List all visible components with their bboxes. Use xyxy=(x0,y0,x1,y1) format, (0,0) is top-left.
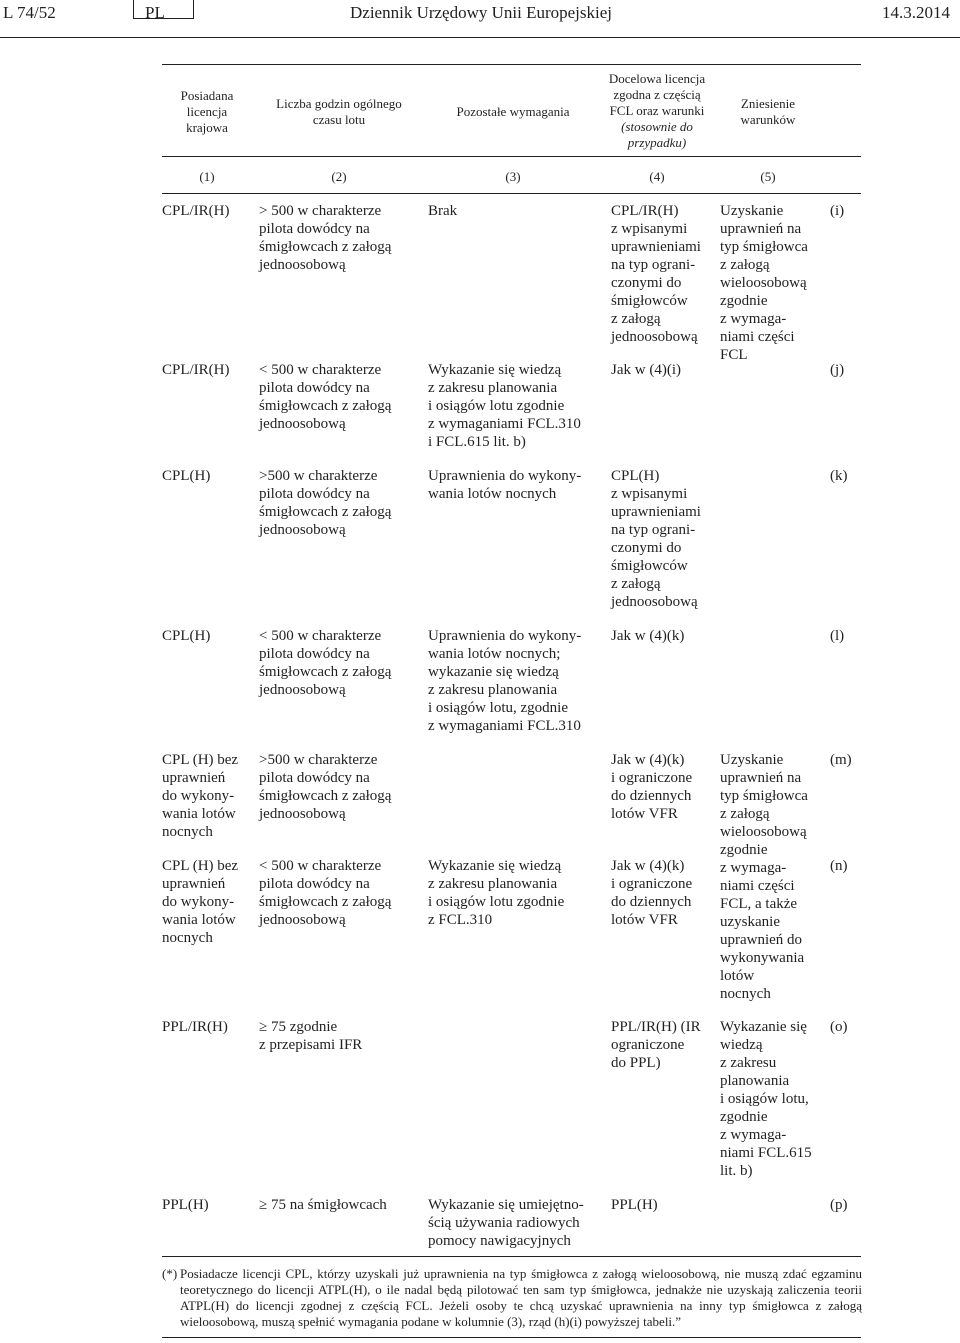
column-number-3: (3) xyxy=(505,169,521,184)
row-n-ref: (n) xyxy=(830,858,848,874)
column-header-4: Docelowa licencja zgodna z częścią FCL oraz warunki xyxy=(608,71,706,118)
row-o-ref: (o) xyxy=(830,1019,848,1035)
row-j-hours: < 500 w charakterze pilota dowódcy na śmigłowcach z załogą jednoosobową xyxy=(259,362,392,432)
column-number-1: (1) xyxy=(199,169,215,184)
language-code: PL xyxy=(145,3,165,22)
row-l-target-licence: Jak w (4)(k) xyxy=(611,628,685,644)
row-l-licence: CPL(H) xyxy=(162,628,211,644)
row-i-removal: Uzyskanie uprawnień na typ śmigłowca z załogą wieloosobową zgodnie z wymaga- niami części FCL xyxy=(720,203,808,363)
row-o-hours: ≥ 75 zgodnie z przepisami IFR xyxy=(259,1019,363,1053)
row-m-ref: (m) xyxy=(830,752,852,768)
row-m-removal: Uzyskanie uprawnień na typ śmigłowca z załogą wieloosobową zgodnie z wymaga- niami części FCL, a także uzyskanie uprawnień do wykonywania lotów nocnych xyxy=(720,752,808,1002)
column-header-3: Pozostałe wymagania xyxy=(456,104,570,119)
column-header-2: Liczba godzin ogólnego czasu lotu xyxy=(276,96,402,127)
row-i-target-licence: CPL/IR(H) z wpisanymi uprawnieniami na typ ograni- czonymi do śmigłowców z załogą jednoosobową xyxy=(611,203,701,345)
header-rule xyxy=(0,37,960,38)
row-j-licence: CPL/IR(H) xyxy=(162,362,230,378)
row-l-ref: (l) xyxy=(830,628,845,644)
row-k-hours: >500 w charakterze pilota dowódcy na śmigłowcach z załogą jednoosobową xyxy=(259,468,392,538)
table-top-rule xyxy=(162,64,861,65)
row-j-target-licence: Jak w (4)(i) xyxy=(611,362,681,378)
column-number-5: (5) xyxy=(760,169,776,184)
row-o-removal: Wykazanie się wiedzą z zakresu planowania i osiągów lotu, zgodnie z wymaga- niami FCL.615 lit. b) xyxy=(720,1019,812,1179)
row-k-requirements: Uprawnienia do wykony- wania lotów nocnych xyxy=(428,468,582,502)
row-p-target-licence: PPL(H) xyxy=(611,1197,658,1213)
row-o-target-licence: PPL/IR(H) (IR ograniczone do PPL) xyxy=(611,1019,701,1071)
row-i-licence: CPL/IR(H) xyxy=(162,203,230,219)
row-m-hours: >500 w charakterze pilota dowódcy na śmigłowcach z załogą jednoosobową xyxy=(259,752,392,822)
page-reference: L 74/52 xyxy=(3,3,56,22)
footnote-mark: (*) xyxy=(162,1266,178,1281)
row-i-requirements: Brak xyxy=(428,203,458,219)
footnote-bottom-rule xyxy=(162,1337,861,1338)
column-header-1: Posiadana licencja krajowa xyxy=(180,88,234,135)
row-l-hours: < 500 w charakterze pilota dowódcy na śmigłowcach z załogą jednoosobową xyxy=(259,628,392,698)
row-n-requirements: Wykazanie się wiedzą z zakresu planowania i osiągów lotu zgodnie z FCL.310 xyxy=(428,858,565,928)
row-j-requirements: Wykazanie się wiedzą z zakresu planowania i osiągów lotu zgodnie z wymaganiami FCL.310 i FCL.615 lit. b) xyxy=(428,362,581,450)
column-header-4-note: (stosownie do przypadku) xyxy=(621,119,693,150)
row-l-requirements: Uprawnienia do wykony- wania lotów nocnych; wykazanie się wiedzą z zakresu planowania i osiągów lotu, zgodnie z wymaganiami FCL.310 xyxy=(428,628,582,734)
row-n-hours: < 500 w charakterze pilota dowódcy na śmigłowcach z załogą jednoosobową xyxy=(259,858,392,928)
row-p-hours: ≥ 75 na śmigłowcach xyxy=(259,1197,387,1213)
row-m-target-licence: Jak w (4)(k) i ograniczone do dziennych lotów VFR xyxy=(611,752,693,822)
row-o-licence: PPL/IR(H) xyxy=(162,1019,228,1035)
numbers-separator xyxy=(162,193,861,194)
publication-date: 14.3.2014 xyxy=(882,3,950,22)
row-k-ref: (k) xyxy=(830,468,848,484)
column-header-5: Zniesienie warunków xyxy=(740,96,796,127)
row-n-target-licence: Jak w (4)(k) i ograniczone do dziennych lotów VFR xyxy=(611,858,693,928)
column-number-4: (4) xyxy=(649,169,665,184)
journal-title: Dziennik Urzędowy Unii Europejskiej xyxy=(350,3,613,22)
row-p-licence: PPL(H) xyxy=(162,1197,209,1213)
row-p-ref: (p) xyxy=(830,1197,848,1213)
row-n-licence: CPL (H) bez uprawnień do wykony- wania lotów nocnych xyxy=(162,858,239,946)
row-p-requirements: Wykazanie się umiejętno- ścią używania radiowych pomocy nawigacyjnych xyxy=(428,1197,584,1249)
footnote-text: Posiadacze licencji CPL, którzy uzyskali już uprawnienia na typ śmigłowca z załogą wieloosobową, nie muszą zdać egzaminu teoretycznego do licencji ATPL(H), o ile nadal będą pilotować ten sam typ śmigłowca, jednakże nie uzyskają zaliczenia teorii ATPL(H) do licencji zgodnej z częścią FCL. Jeżeli osoby te chcą uzyskać uprawnienia na inny typ śmigłowca z załogą wieloosobową, muszą spełnić wymagania podane w kolumnie (3), rząd (h)(i) powyższej tabeli.” xyxy=(180,1266,862,1329)
footnote-rule xyxy=(162,1256,861,1257)
header-separator xyxy=(162,156,861,157)
column-number-2: (2) xyxy=(331,169,347,184)
row-i-ref: (i) xyxy=(830,203,845,219)
row-j-ref: (j) xyxy=(830,362,845,378)
row-m-licence: CPL (H) bez uprawnień do wykony- wania lotów nocnych xyxy=(162,752,239,840)
row-k-licence: CPL(H) xyxy=(162,468,211,484)
row-k-target-licence: CPL(H) z wpisanymi uprawnieniami na typ ograni- czonymi do śmigłowców z załogą jednoosobową xyxy=(611,468,701,610)
row-i-hours: > 500 w charakterze pilota dowódcy na śmigłowcach z załogą jednoosobową xyxy=(259,203,392,273)
